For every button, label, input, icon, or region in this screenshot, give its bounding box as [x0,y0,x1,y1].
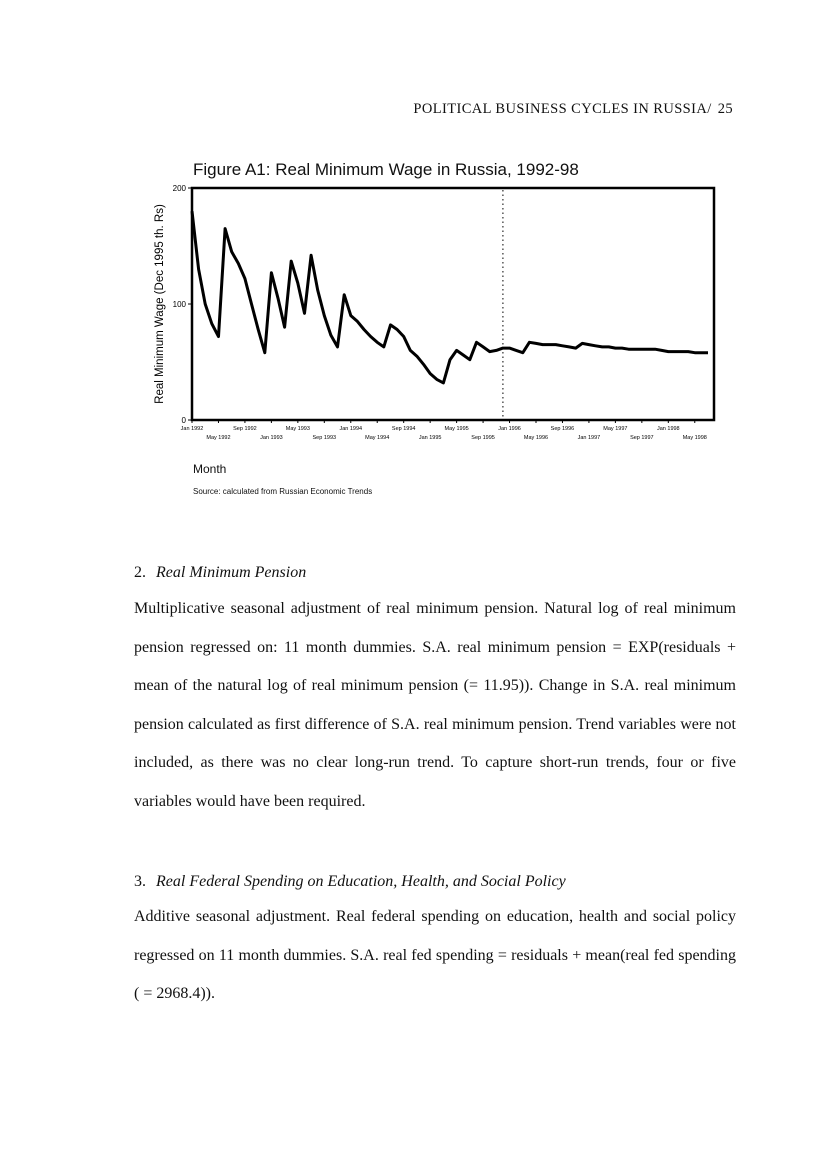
x-tick-label: May 1996 [523,435,549,441]
running-header [413,101,733,118]
y-axis-label: Real Minimum Wage (Dec 1995 th. Rs) [154,204,166,404]
x-tick-label: May 1998 [682,435,707,441]
line-chart [140,180,730,455]
x-tick-label: Sep 1993 [312,435,337,441]
x-tick-label: Jan 1997 [577,435,601,441]
section-title: Real Federal Spending on Education, Health, and Social Policy [156,873,566,890]
section-heading-2 [134,564,306,582]
x-tick-label: Jan 1998 [656,426,680,432]
series-line [192,211,708,383]
x-tick-label: Jan 1996 [498,426,521,432]
section-body-3: Additive seasonal adjustment. Real federal spending on education, health and social policy regressed on 11 month dummies. S.A. real fed spending = residuals + mean(real fed spending ( = 2968.4)). [134,908,736,1003]
x-tick-label: Jan 1995 [418,435,442,441]
figure-title: Figure A1: Real Minimum Wage in Russia, 1992-98 [193,160,579,179]
x-tick-label: Sep 1992 [233,426,257,432]
x-tick-label: May 1994 [365,435,390,441]
running-header-text: POLITICAL BUSINESS CYCLES IN RUSSIA/ [413,101,712,117]
x-tick-label: May 1992 [206,435,231,441]
x-tick-label: Jan 1994 [339,426,363,432]
x-tick-label: Sep 1996 [550,426,575,432]
page-number: 25 [717,101,733,117]
y-tick-label: 200 [172,184,186,193]
x-tick-label: May 1997 [603,426,628,432]
figure-source-note: Source: calculated from Russian Economic Trends [193,487,373,496]
y-tick-label: 100 [172,300,186,309]
x-tick-label: Sep 1997 [630,435,654,441]
x-tick-label: Jan 1992 [180,426,204,432]
x-tick-label: Sep 1995 [471,435,495,441]
x-tick-label: Jan 1993 [260,435,283,441]
x-tick-label: Sep 1994 [391,426,416,432]
section-body-2: Multiplicative seasonal adjustment of real minimum pension. Natural log of real minimum pension regressed on: 11 month dummies. S.A. real minimum pension = EXP(residuals + mean of the natural log of real minimum pension (= 11.95)). Change in S.A. real minimum pension calculated as first difference of S.A. real minimum pension. Trend variables were not included, as there was no clear long-run trend. To capture short-run trends, four or five variables would have been required. [134,600,736,810]
section-number: 3. [134,873,146,890]
y-tick-label: 0 [181,416,186,425]
x-tick-label: May 1995 [444,426,469,432]
x-axis-label: Month [193,462,227,476]
section-heading-3 [134,873,566,891]
x-tick-label: May 1993 [285,426,310,432]
section-title: Real Minimum Pension [156,564,307,581]
section-number: 2. [134,564,146,581]
